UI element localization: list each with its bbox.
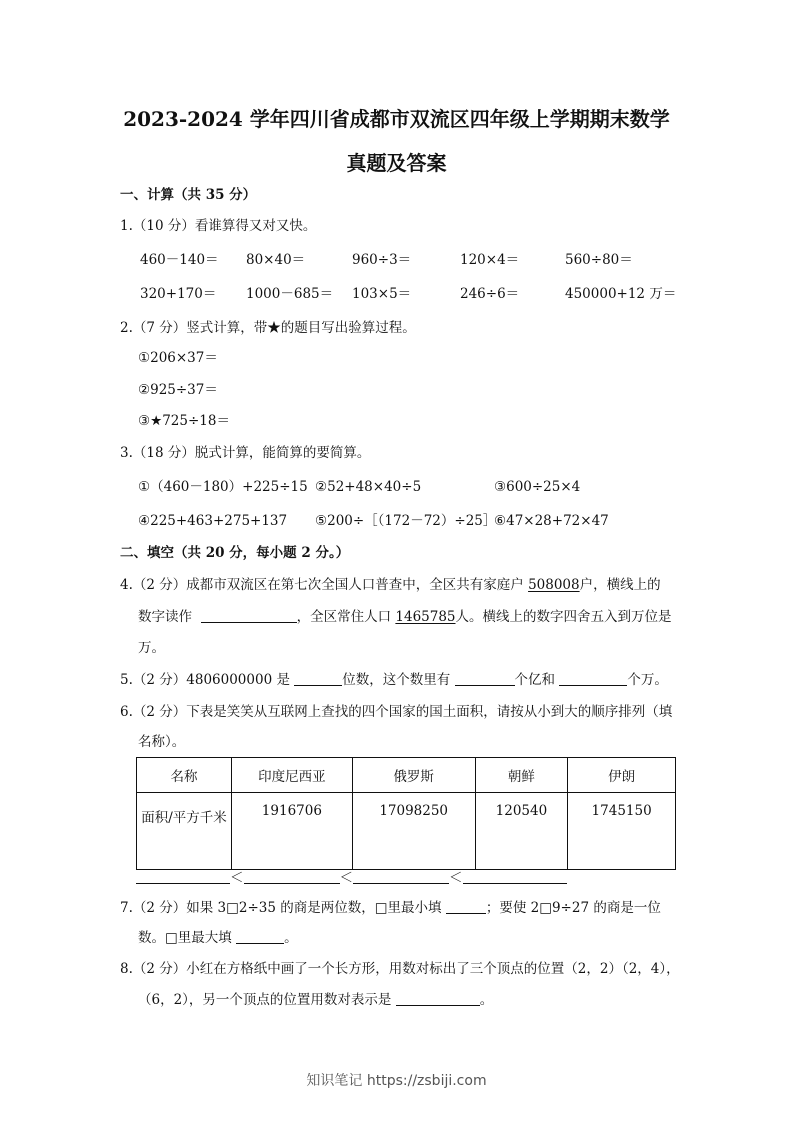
q1-item: 1000－685＝: [246, 286, 334, 302]
q8-text: （6，2），另一个顶点的位置用数对表示是: [138, 992, 392, 1008]
q4-line3: [138, 638, 165, 658]
q2-item: ②925÷37＝: [138, 382, 218, 398]
q3-item: ③600÷25×4: [494, 479, 581, 495]
q1-item: 320+170＝: [140, 286, 217, 302]
q7-text: 。: [284, 930, 298, 946]
q8-line2: [138, 990, 493, 1010]
q6-blank[interactable]: [463, 869, 567, 884]
q5-blank-digits[interactable]: [294, 671, 342, 686]
q6-blank[interactable]: [353, 869, 449, 884]
q5-blank-wan[interactable]: [559, 671, 627, 686]
q7-blank-min[interactable]: [446, 899, 486, 914]
q4-blank-reading[interactable]: [201, 608, 297, 623]
q5-line: [120, 670, 668, 690]
table-header-cell: 伊朗: [568, 758, 676, 793]
q1-item: 450000+12 万＝: [565, 286, 677, 302]
q2-item: ③★725÷18＝: [138, 413, 230, 429]
q7-text: 数。□里最大填: [138, 930, 232, 946]
q7-line2: [138, 928, 298, 948]
q5-text: 个万。: [627, 672, 668, 688]
q7-line1: [120, 898, 661, 918]
table-header-cell: 印度尼西亚: [232, 758, 353, 793]
q4-text: 4.（2 分）成都市双流区在第七次全国人口普查中，全区共有家庭户: [120, 577, 529, 593]
q4-population-number: 1465785: [395, 609, 456, 625]
q7-blank-max[interactable]: [236, 929, 284, 944]
less-than-sign: ＜: [339, 870, 353, 886]
q6-blank[interactable]: [244, 869, 340, 884]
q3-item: ⑤200÷［（172－72）÷25］: [315, 513, 497, 529]
q6-stem-line2: 名称）。: [138, 734, 186, 750]
table-cell: 1916706: [232, 793, 353, 870]
table-row: [137, 793, 676, 870]
q4-text: 人。横线上的数字四舍五入到万位是: [455, 609, 672, 625]
q8-text: 。: [479, 992, 494, 1008]
table-cell: 120540: [475, 793, 568, 870]
q8-blank-coordinate[interactable]: [396, 991, 480, 1006]
q6-order-blanks: [136, 866, 567, 886]
q1-stem: 1.（10 分）看谁算得又对又快。: [120, 218, 317, 234]
table-cell: 1745150: [568, 793, 676, 870]
q4-households-number: 508008: [528, 577, 580, 593]
q5-text: 位数，这个数里有: [342, 672, 451, 688]
q4-text: ，全区常住人口: [296, 609, 396, 625]
q3-item: ②52+48×40÷5: [315, 479, 422, 495]
q1-item: 246÷6＝: [460, 286, 520, 302]
watermark-footer: 知识笔记 https://zsbiji.com: [306, 1073, 487, 1089]
q6-blank[interactable]: [136, 869, 230, 884]
q4-line2: [138, 607, 672, 627]
q1-item: 560÷80＝: [565, 252, 633, 268]
q4-line1: [120, 575, 661, 595]
q1-item: 960÷3＝: [352, 252, 412, 268]
q4-text: 户，横线上的: [579, 577, 661, 593]
q5-blank-yi[interactable]: [455, 671, 515, 686]
q7-text: ；要使 2□9÷27 的商是一位: [485, 900, 661, 916]
section-2-heading: 二、填空（共 20 分，每小题 2 分。）: [120, 545, 350, 561]
table-header-cell: 名称: [137, 758, 232, 793]
q4-text: 数字读作: [138, 609, 192, 625]
table-cell: 17098250: [352, 793, 475, 870]
q4-text: 万。: [138, 640, 165, 656]
less-than-sign: ＜: [230, 870, 244, 886]
q6-stem-line1: 6.（2 分）下表是笑笑从互联网上查找的四个国家的国土面积，请按从小到大的顺序排列（填: [120, 704, 673, 720]
section-1-heading: 一、计算（共 35 分）: [120, 187, 257, 203]
q7-text: 7.（2 分）如果 3□2÷35 的商是两位数，□里最小填: [120, 900, 442, 916]
q5-text: 个亿和: [514, 672, 556, 688]
table-header-row: [137, 758, 676, 793]
q2-stem: 2.（7 分）竖式计算，带★的题目写出验算过程。: [120, 320, 416, 336]
q1-item: 460－140＝: [140, 252, 219, 268]
q1-item: 103×5＝: [352, 286, 412, 302]
q3-item: ⑥47×28+72×47: [494, 513, 609, 529]
q3-stem: 3.（18 分）脱式计算，能简算的要简算。: [120, 445, 371, 461]
country-area-table: [136, 757, 676, 870]
table-row-label: 面积/平方千米: [137, 793, 232, 870]
q5-text: 5.（2 分）4806000000 是: [120, 672, 290, 688]
q1-item: 120×4＝: [460, 252, 520, 268]
q3-item: ④225+463+275+137: [138, 513, 288, 529]
table-header-cell: 俄罗斯: [352, 758, 475, 793]
q1-item: 80×40＝: [246, 252, 306, 268]
q2-item: ①206×37＝: [138, 350, 218, 366]
q8-line1: 8.（2 分）小红在方格纸中画了一个长方形，用数对标出了三个顶点的位置（2，2）（2，4），: [120, 961, 680, 977]
doc-title-line2: 真题及答案: [346, 151, 447, 175]
table-header-cell: 朝鲜: [475, 758, 568, 793]
q3-item: ①（460－180）+225÷15: [138, 479, 308, 495]
less-than-sign: ＜: [449, 870, 463, 886]
doc-title-line1: 2023-2024 学年四川省成都市双流区四年级上学期期末数学: [123, 107, 670, 131]
